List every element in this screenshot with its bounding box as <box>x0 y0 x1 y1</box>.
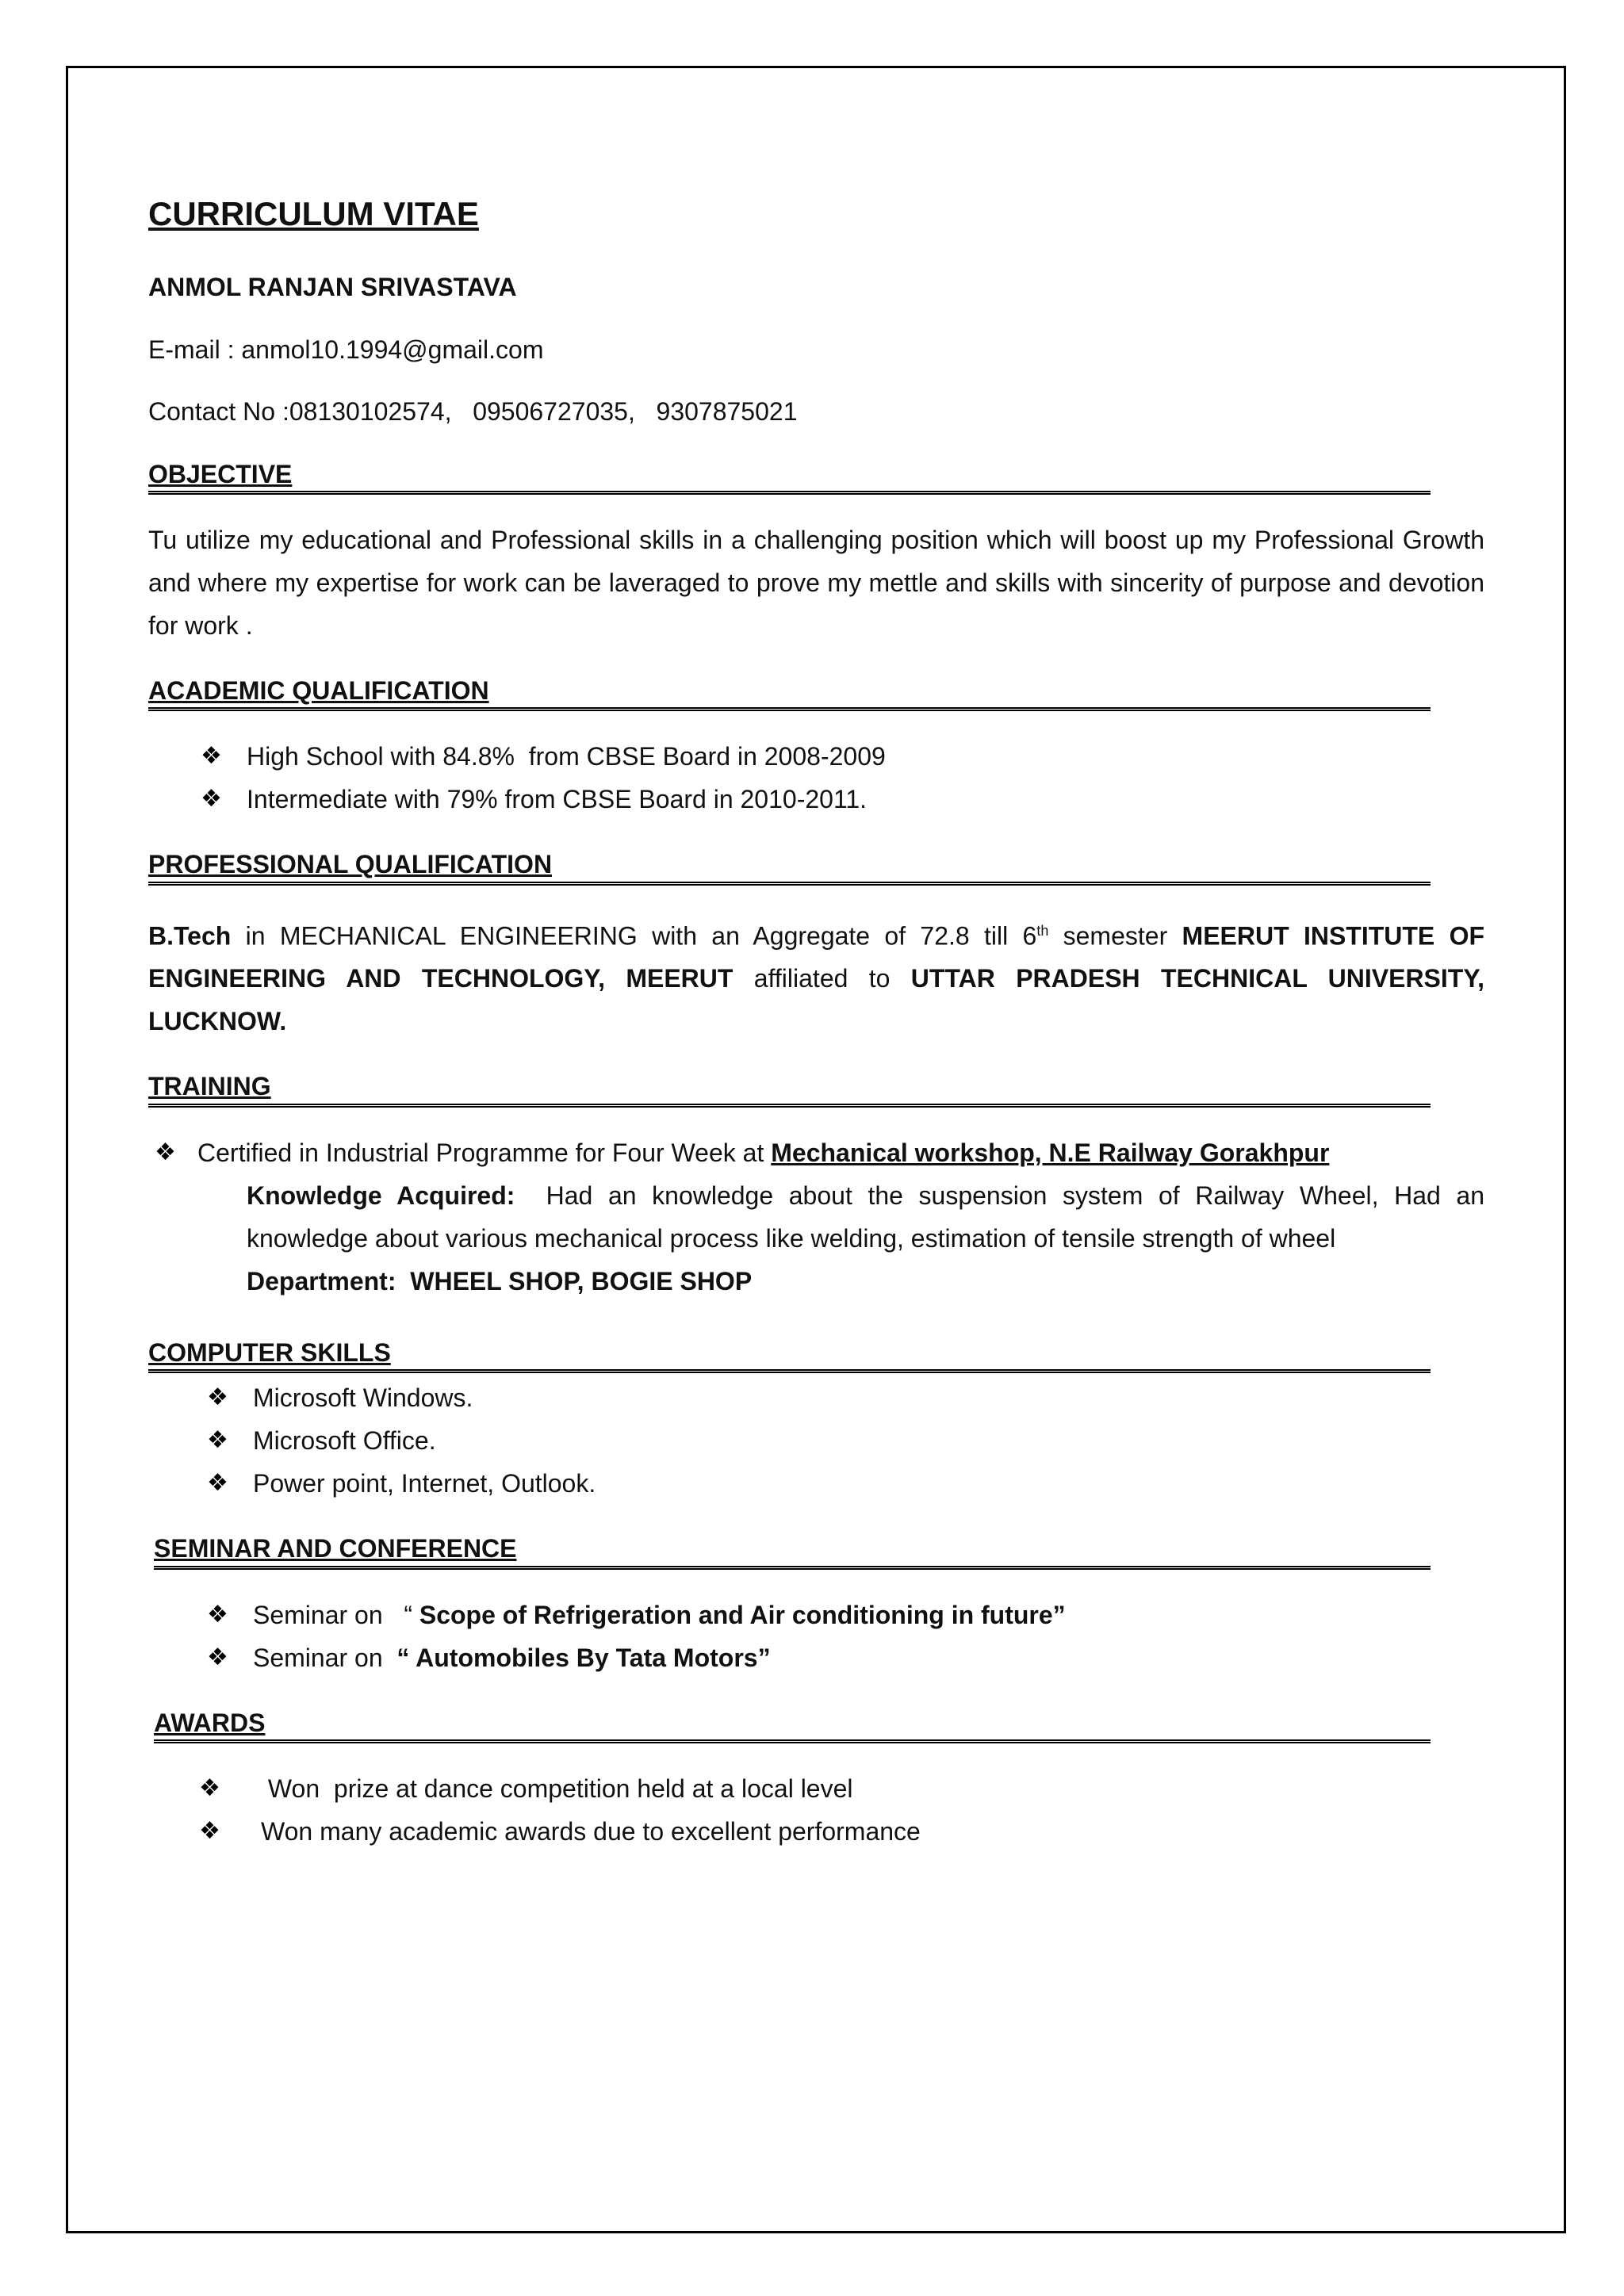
training-heading: TRAINING <box>148 1071 1431 1107</box>
diamond-bullet-icon: ❖ <box>199 1817 220 1844</box>
training-place: Mechanical workshop, N.E Railway Gorakhpur <box>771 1138 1330 1167</box>
academic-heading: ACADEMIC QUALIFICATION <box>148 675 1431 711</box>
list-item: ❖ Power point, Internet, Outlook. <box>148 1462 1484 1505</box>
university-name: UTTAR PRADESH TECHNICAL UNIVERSITY, LUCKNOW. <box>148 964 1485 1036</box>
candidate-name: ANMOL RANJAN SRIVASTAVA <box>148 273 517 302</box>
professional-heading: PROFESSIONAL QUALIFICATION <box>148 849 1431 885</box>
awards-heading: AWARDS <box>154 1708 1431 1743</box>
list-item: ❖ Microsoft Windows. <box>148 1376 1484 1419</box>
computer-skills-list <box>148 1376 1484 1505</box>
diamond-bullet-icon: ❖ <box>207 1384 228 1411</box>
list-item: ❖ High School with 84.8% from CBSE Board in 2008-2009 <box>148 735 1484 778</box>
awards-list <box>148 1767 1484 1853</box>
seminar-list <box>148 1594 1484 1679</box>
cv-title: CURRICULUM VITAE <box>148 195 479 232</box>
diamond-bullet-icon: ❖ <box>207 1427 228 1454</box>
diamond-bullet-icon: ❖ <box>207 1470 228 1497</box>
diamond-bullet-icon: ❖ <box>207 1644 228 1670</box>
contact-line: Contact No :08130102574, 09506727035, 9307875021 <box>148 397 798 427</box>
diamond-bullet-icon: ❖ <box>155 1138 176 1165</box>
college-name: MEERUT INSTITUTE OF ENGINEERING AND TECHNOLOGY, MEERUT <box>148 921 1485 993</box>
degree: B.Tech <box>148 921 232 951</box>
list-item: ❖ Intermediate with 79% from CBSE Board in 2010-2011. <box>148 778 1484 821</box>
list-item: ❖ Seminar on “ Scope of Refrigeration and Air conditioning in future” <box>148 1594 1484 1636</box>
academic-list <box>148 735 1484 821</box>
list-item: ❖ Seminar on “ Automobiles By Tata Motors” <box>148 1636 1484 1679</box>
training-knowledge: Knowledge Acquired: Had an knowledge about the suspension system of Railway Wheel, Had an knowledge about various mechanical process like welding, estimation of tensile strength of wheel <box>247 1181 1492 1253</box>
cv-document <box>148 194 1492 1881</box>
objective-heading: OBJECTIVE <box>148 459 1431 495</box>
professional-text: B.Tech in MECHANICAL ENGINEERING with an Aggregate of 72.8 till 6th semester MEERUT INSTITUTE OF ENGINEERING AND TECHNOLOGY, MEERUT affiliated to UTTAR PRADESH TECHNICAL UNIVERSITY, LUCKNOW. <box>148 921 1485 1036</box>
diamond-bullet-icon: ❖ <box>207 1601 228 1628</box>
diamond-bullet-icon: ❖ <box>201 743 222 770</box>
seminar-heading: SEMINAR AND CONFERENCE <box>154 1533 1431 1569</box>
list-item: ❖ Won prize at dance competition held at a local level <box>148 1767 1484 1810</box>
list-item: ❖ Microsoft Office. <box>148 1419 1484 1462</box>
training-item: ❖ Certified in Industrial Programme for Four Week at Mechanical workshop, N.E Railway Gorakhpur <box>148 1131 1484 1174</box>
email-line: E-mail : anmol10.1994@gmail.com <box>148 335 544 364</box>
objective-text: Tu utilize my educational and Professional skills in a challenging position which will boost up my Professional Growth and where my expertise for work can be laveraged to prove my mettle and skills with sincerity of purpose and devotion for work . <box>148 525 1484 640</box>
diamond-bullet-icon: ❖ <box>199 1774 220 1801</box>
list-item: ❖ Won many academic awards due to excellent performance <box>148 1810 1484 1853</box>
training-department: Department: WHEEL SHOP, BOGIE SHOP <box>247 1266 753 1295</box>
computer-skills-heading: COMPUTER SKILLS <box>148 1337 1431 1373</box>
diamond-bullet-icon: ❖ <box>201 786 222 813</box>
